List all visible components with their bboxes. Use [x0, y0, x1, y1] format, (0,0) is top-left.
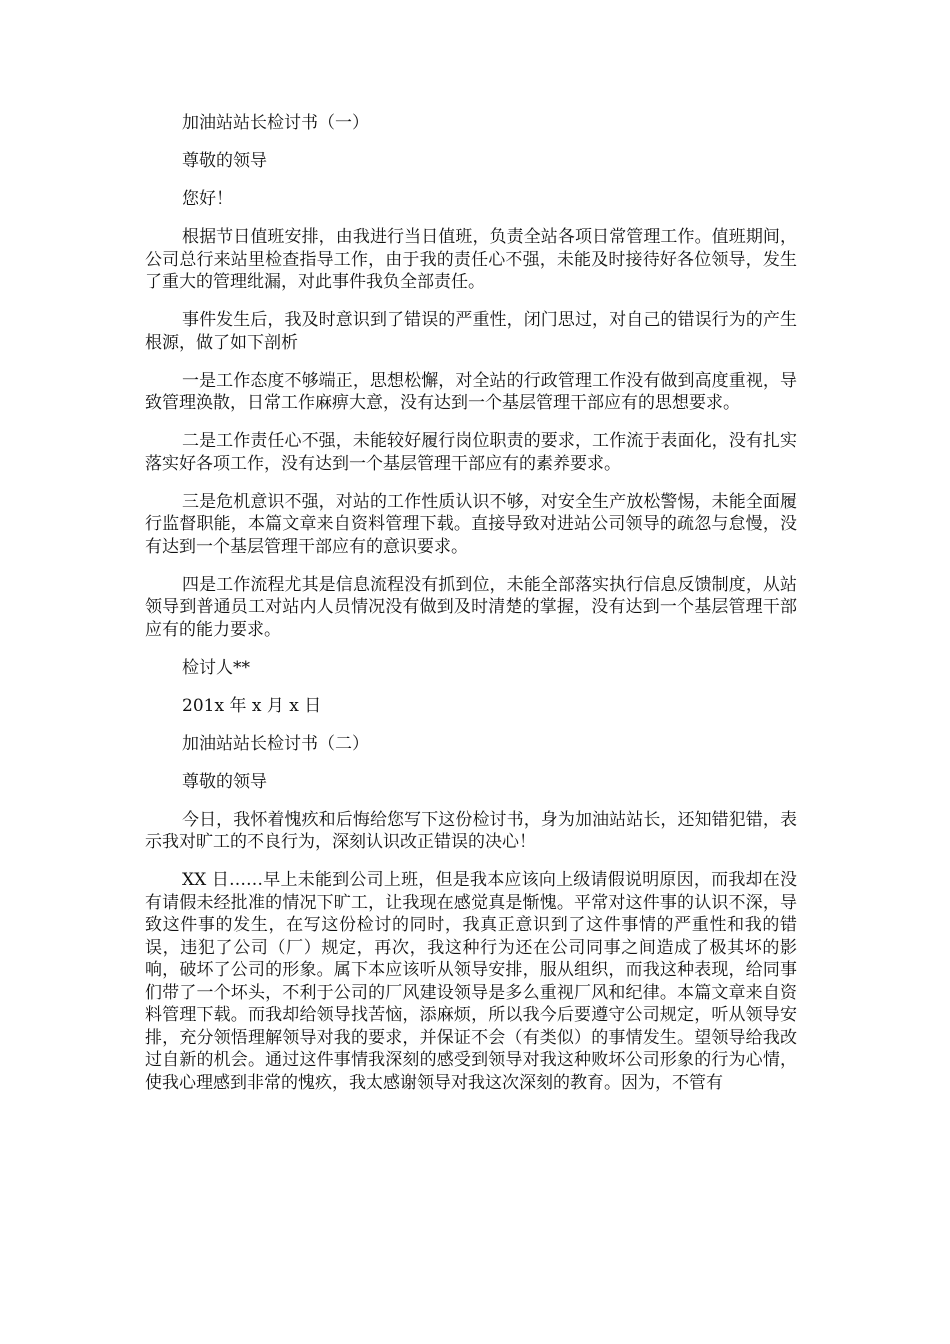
body-paragraph: 今日，我怀着愧疚和后悔给您写下这份检讨书，身为加油站站长，还知错犯错，表示我对旷工的不良行为，深刻认识改正错误的决心！: [145, 809, 797, 852]
greeting: 您好！: [182, 189, 233, 209]
salutation-1: 尊敬的领导: [182, 151, 267, 171]
body-paragraph: 一是工作态度不够端正，思想松懈，对全站的行政管理工作没有做到高度重视，导致管理涣散，日常工作麻痹大意，没有达到一个基层管理干部应有的思想要求。: [145, 370, 797, 413]
body-paragraph: 二是工作责任心不强，未能较好履行岗位职责的要求，工作流于表面化，没有扎实落实好各项工作，没有达到一个基层管理干部应有的素养要求。: [145, 431, 797, 474]
body-paragraph: XX 日……早上未能到公司上班，但是我本应该向上级请假说明原因，而我却在没有请假未经批准的情况下旷工，让我现在感觉真是惭愧。平常对这件事的认识不深，导致这件事的发生，在写这份检讨的同时，我真正意识到了这件事情的严重性和我的错误，违犯了公司（厂）规定，再次，我这种行为还在公司同事之间造成了极其坏的影响，破坏了公司的形象。属下本应该听从领导安排，服从组织，而我这种表现，给同事们带了一个坏头，不利于公司的厂风建设领导是多么重视厂风和纪律。本篇文章来自资料管理下载。而我却给领导找苦恼，添麻烦，所以我今后要遵守公司规定，听从领导安排，充分领悟理解领导对我的要求，并保证不会（有类似）的事情发生。望领导给我改过自新的机会。通过这件事情我深刻的感受到领导对我这种败坏公司形象的行为心情，使我心理感到非常的愧疚，我太感谢领导对我这次深刻的教育。因为，不管有: [145, 870, 797, 1093]
date-line: 201x 年 x 月 x 日: [182, 695, 322, 716]
document-page: [145, 112, 797, 1094]
signature: 检讨人**: [182, 657, 250, 678]
body-paragraph: 事件发生后，我及时意识到了错误的严重性，闭门思过，对自己的错误行为的产生根源，做了如下剖析: [145, 310, 797, 353]
body-paragraph: 根据节日值班安排，由我进行当日值班，负责全站各项日常管理工作。值班期间，公司总行来站里检查指导工作，由于我的责任心不强，未能及时接待好各位领导，发生了重大的管理纰漏，对此事件我负全部责任。: [145, 227, 797, 292]
salutation-2: 尊敬的领导: [182, 771, 267, 792]
doc-title-2: 加油站站长检讨书（二）: [182, 733, 369, 754]
body-paragraph: 三是危机意识不强，对站的工作性质认识不够，对安全生产放松警惕，未能全面履行监督职能，本篇文章来自资料管理下载。直接导致对进站公司领导的疏忽与怠慢，没有达到一个基层管理干部应有的意识要求。: [145, 491, 797, 557]
body-paragraph: 四是工作流程尤其是信息流程没有抓到位，未能全部落实执行信息反馈制度，从站领导到普通员工对站内人员情况没有做到及时清楚的掌握，没有达到一个基层管理干部应有的能力要求。: [145, 574, 797, 640]
doc-title-1: 加油站站长检讨书（一）: [182, 113, 369, 133]
